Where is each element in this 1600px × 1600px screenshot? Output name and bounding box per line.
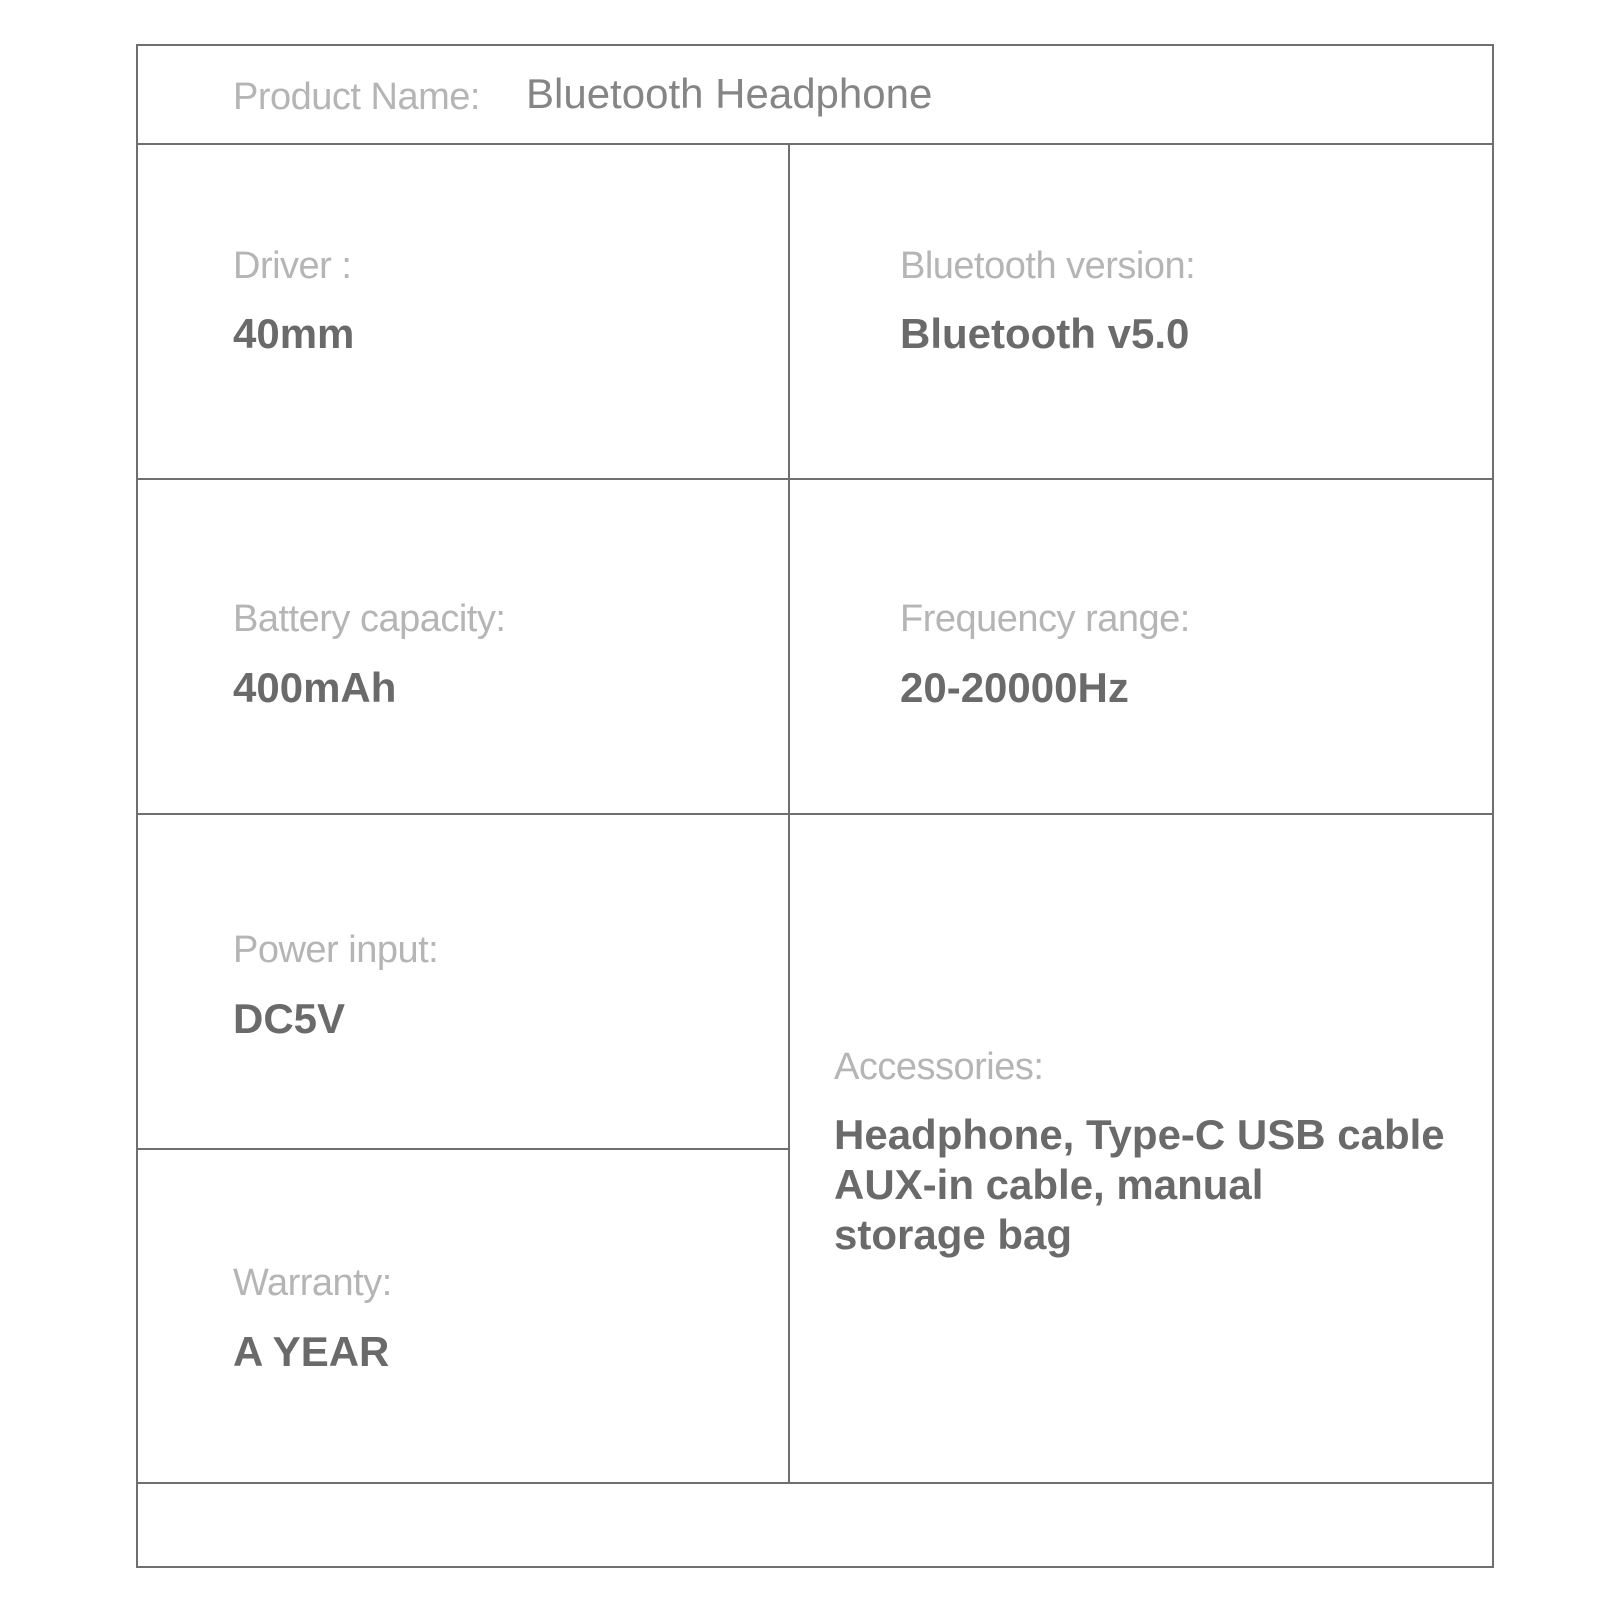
power-input-label: Power input: — [233, 929, 439, 971]
divider-column — [788, 143, 790, 1484]
frequency-range-value: 20-20000Hz — [900, 664, 1129, 711]
divider-header — [136, 143, 1494, 145]
driver-value: 40mm — [233, 310, 355, 357]
driver-label: Driver : — [233, 245, 352, 287]
battery-capacity-label: Battery capacity: — [233, 598, 506, 640]
accessories-value — [834, 1110, 1445, 1260]
divider-row-1 — [136, 478, 1494, 480]
product-name-value: Bluetooth Headphone — [526, 70, 933, 117]
divider-row-2 — [136, 813, 1494, 815]
bluetooth-version-value: Bluetooth v5.0 — [900, 310, 1190, 357]
divider-left-row-3 — [136, 1148, 788, 1150]
product-name-label: Product Name: — [233, 76, 480, 118]
frequency-range-label: Frequency range: — [900, 598, 1190, 640]
power-input-value: DC5V — [233, 995, 346, 1042]
warranty-label: Warranty: — [233, 1262, 392, 1304]
bluetooth-version-label: Bluetooth version: — [900, 245, 1196, 287]
warranty-value: A YEAR — [233, 1328, 390, 1375]
accessories-label: Accessories: — [834, 1046, 1044, 1088]
accessories-line: storage bag — [834, 1211, 1073, 1258]
divider-footer — [136, 1482, 1494, 1484]
accessories-line: Headphone, Type-C USB cable — [834, 1111, 1445, 1158]
accessories-line: AUX-in cable, manual — [834, 1161, 1264, 1208]
battery-capacity-value: 400mAh — [233, 664, 397, 711]
